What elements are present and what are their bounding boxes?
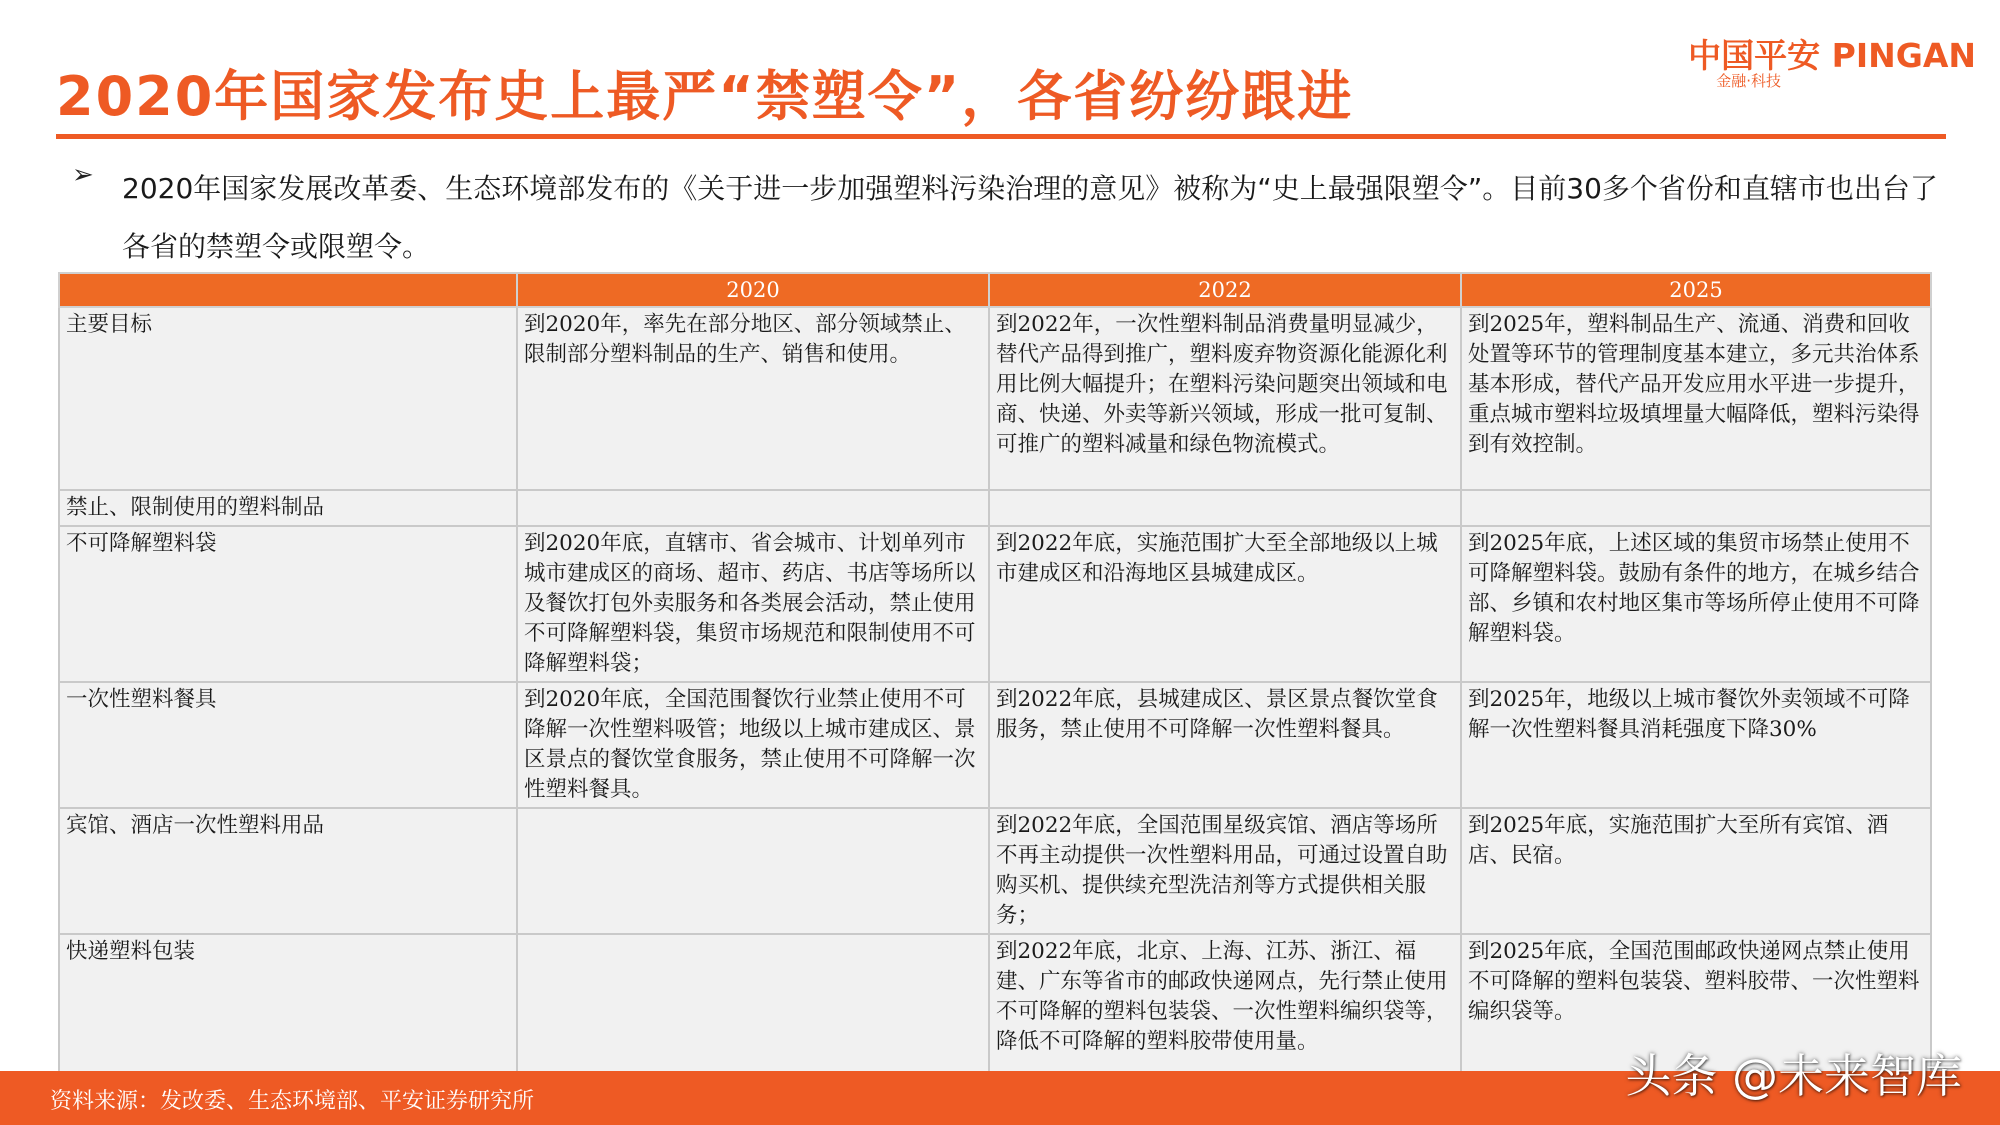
cell-2020 xyxy=(517,808,989,934)
cell-2022: 到2022年底，北京、上海、江苏、浙江、福建、广东等省市的邮政快递网点，先行禁止使用不可降解的塑料包装袋、一次性塑料编织袋等，降低不可降解的塑料胶带使用量。 xyxy=(989,934,1461,1086)
table-row xyxy=(59,526,1931,682)
cell-2025: 到2025年底，全国范围邮政快递网点禁止使用不可降解的塑料包装袋、塑料胶带、一次性塑料编织袋等。 xyxy=(1461,934,1931,1086)
table-row xyxy=(59,682,1931,808)
cell-2020: 到2020年，率先在部分地区、部分领域禁止、限制部分塑料制品的生产、销售和使用。 xyxy=(517,307,989,490)
intro-text: 2020年国家发展改革委、生态环境部发布的《关于进一步加强塑料污染治理的意见》被称为“史上最强限塑令”。目前30多个省份和直辖市也出台了各省的禁塑令或限塑令。 xyxy=(122,172,1938,263)
cell-2022: 到2022年底，县城建成区、景区景点餐饮堂食服务，禁止使用不可降解一次性塑料餐具。 xyxy=(989,682,1461,808)
cell-2025: 到2025年，塑料制品生产、流通、消费和回收处置等环节的管理制度基本建立，多元共治体系基本形成，替代产品开发应用水平进一步提升，重点城市塑料垃圾填埋量大幅降低，塑料污染得到有效控制。 xyxy=(1461,307,1931,490)
policy-table xyxy=(58,272,1932,1087)
cell-2020: 到2020年底，直辖市、省会城市、计划单列市城市建成区的商场、超市、药店、书店等场所以及餐饮打包外卖服务和各类展会活动，禁止使用不可降解塑料袋，集贸市场规范和限制使用不可降解塑料袋； xyxy=(517,526,989,682)
cell-2022: 到2022年底，实施范围扩大至全部地级以上城市建成区和沿海地区县城建成区。 xyxy=(989,526,1461,682)
table-row xyxy=(59,490,1931,526)
table-header-row xyxy=(59,273,1931,307)
title-divider xyxy=(56,134,1946,139)
row-label: 宾馆、酒店一次性塑料用品 xyxy=(59,808,517,934)
row-label: 快递塑料包装 xyxy=(59,934,517,1086)
source-note: 资料来源：发改委、生态环境部、平安证券研究所 xyxy=(50,1089,535,1114)
cell-2020: 到2020年底，全国范围餐饮行业禁止使用不可降解一次性塑料吸管；地级以上城市建成区、景区景点的餐饮堂食服务，禁止使用不可降解一次性塑料餐具。 xyxy=(517,682,989,808)
table-row xyxy=(59,808,1931,934)
intro-bullet xyxy=(72,160,1952,276)
header-label xyxy=(59,273,517,307)
row-label: 主要目标 xyxy=(59,307,517,490)
header-2020: 2020 xyxy=(517,273,989,307)
page-title: 2020年国家发布史上最严“禁塑令”，各省纷纷跟进 xyxy=(56,65,1354,128)
cell-2022: 到2022年，一次性塑料制品消费量明显减少，替代产品得到推广，塑料废弃物资源化能源化利用比例大幅提升；在塑料污染问题突出领域和电商、快递、外卖等新兴领域，形成一批可复制、可推广的塑料减量和绿色物流模式。 xyxy=(989,307,1461,490)
watermark: 头条 @未来智库 xyxy=(1625,1049,1962,1103)
cell-2022 xyxy=(989,490,1461,526)
row-label: 一次性塑料餐具 xyxy=(59,682,517,808)
pingan-logo xyxy=(1656,24,1976,94)
cell-2025: 到2025年，地级以上城市餐饮外卖领域不可降解一次性塑料餐具消耗强度下降30% xyxy=(1461,682,1931,808)
cell-2025 xyxy=(1461,490,1931,526)
logo-tagline: 金融·科技 xyxy=(1716,72,1781,90)
cell-2022: 到2022年底，全国范围星级宾馆、酒店等场所不再主动提供一次性塑料用品，可通过设置自助购买机、提供续充型洗洁剂等方式提供相关服务； xyxy=(989,808,1461,934)
arrow-bullet-icon: ➢ xyxy=(72,160,94,190)
header-2022: 2022 xyxy=(989,273,1461,307)
header-2025: 2025 xyxy=(1461,273,1931,307)
table-row xyxy=(59,307,1931,490)
row-label: 禁止、限制使用的塑料制品 xyxy=(59,490,517,526)
row-label: 不可降解塑料袋 xyxy=(59,526,517,682)
cell-2025: 到2025年底，上述区域的集贸市场禁止使用不可降解塑料袋。鼓励有条件的地方，在城乡结合部、乡镇和农村地区集市等场所停止使用不可降解塑料袋。 xyxy=(1461,526,1931,682)
cell-2020 xyxy=(517,934,989,1086)
cell-2025: 到2025年底，实施范围扩大至所有宾馆、酒店、民宿。 xyxy=(1461,808,1931,934)
cell-2020 xyxy=(517,490,989,526)
logo-wordmark: 中国平安 PINGAN xyxy=(1688,36,1976,75)
